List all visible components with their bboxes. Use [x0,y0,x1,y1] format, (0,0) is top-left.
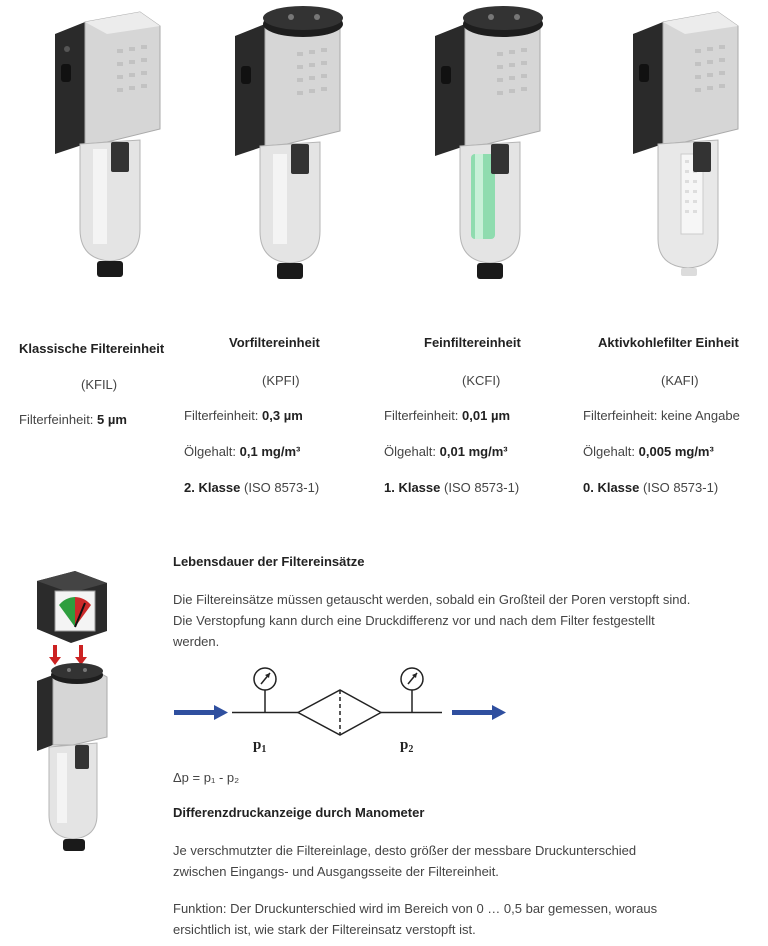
oil-value: 0,1 mg/m³ [239,444,301,459]
product-code-kcfi: (KCFI) [462,373,501,388]
oil-row-kcfi [384,444,508,459]
oil-label: Ölgehalt: [384,444,437,459]
filter-unit-aktivkohle-image [623,4,768,294]
lifetime-line-1: Die Filtereinsätze müssen getauscht werden, sobald ein Großteil der Poren verstopft sind. [173,592,691,607]
filter-symbol [298,690,381,735]
manometer-paragraph-1 [173,840,753,882]
oil-label: Ölgehalt: [583,444,636,459]
fineness-label: Filterfeinheit: [384,408,459,423]
class-value: 1. Klasse [384,480,441,495]
product-code-kafi: (KAFI) [661,373,699,388]
product-code-kpfi: (KPFI) [262,373,300,388]
differential-pressure-gauge-illustration [15,565,140,855]
fineness-value: 5 µm [97,412,127,427]
filter-unit-vorfilter [235,6,343,279]
label-p2: $p_2$ [400,737,414,755]
fineness-value: 0,3 µm [262,408,303,423]
class-norm: (ISO 8573-1) [244,480,320,495]
filter-unit-vorfilter-image [225,4,375,294]
oil-row-kafi [583,444,714,459]
differential-pressure-gauge-icon [37,571,107,643]
fineness-value: 0,01 µm [462,408,511,423]
label-p1: $p_1$ [253,737,267,755]
lifetime-title: Lebensdauer der Filtereinsätze [173,554,365,569]
outlet-flow-arrow [452,705,506,720]
pressure-gauge-p2-icon [401,668,423,713]
filter-unit-klassisch-image [45,4,195,294]
class-norm: (ISO 8573-1) [444,480,520,495]
fineness-label: Filterfeinheit: [19,412,94,427]
lifetime-line-2: Die Verstopfung kann durch eine Druckdifferenz vor und nach dem Filter festgestellt [173,613,655,628]
product-title-kafi: Aktivkohlefilter Einheit [598,335,739,350]
manometer-paragraph-2 [173,898,753,940]
oil-value: 0,005 mg/m³ [638,444,714,459]
oil-row-kpfi [184,444,300,459]
oil-label: Ölgehalt: [184,444,237,459]
fineness-label: Filterfeinheit: keine Angabe [583,408,740,423]
filter-unit-feinfilter-image [425,4,575,294]
inlet-flow-arrow [174,705,228,720]
lifetime-paragraph [173,589,753,652]
filter-unit-small [37,663,107,851]
product-title-kfil: Klassische Filtereinheit [19,341,165,356]
filter-unit-aktivkohle [633,12,738,276]
product-code-kfil: (KFIL) [81,377,118,392]
manometer-title: Differenzdruckanzeige durch Manometer [173,805,425,820]
class-norm: (ISO 8573-1) [643,480,719,495]
indicator-arrows [49,645,87,665]
fineness-row-kpfi [184,408,303,423]
fineness-label: Filterfeinheit: [184,408,259,423]
manometer-para1-line-1: Je verschmutzter die Filtereinlage, desto größer der messbare Druckunterschied [173,843,637,858]
class-value: 2. Klasse [184,480,241,495]
filter-unit-klassisch [55,12,160,277]
manometer-para2-line-1: Funktion: Der Druckunterschied wird im Bereich von 0 … 0,5 bar gemessen, woraus [173,901,658,916]
fineness-row-kafi [583,408,740,423]
pressure-difference-formula: Δp = p₁ - p₂ [173,770,240,785]
class-row-kafi [583,480,718,495]
product-title-kpfi: Vorfiltereinheit [229,335,320,350]
manometer-para1-line-2: zwischen Eingangs- und Ausgangsseite der Filtereinheit. [173,864,499,879]
pressure-gauge-p1-icon [254,668,276,713]
lifetime-line-3: werden. [173,634,220,649]
class-value: 0. Klasse [583,480,640,495]
oil-value: 0,01 mg/m³ [439,444,508,459]
product-title-kcfi: Feinfiltereinheit [424,335,521,350]
filter-schematic-diagram [170,660,515,760]
class-row-kpfi [184,480,319,495]
class-row-kcfi [384,480,519,495]
fineness-row-kfil [19,412,127,427]
manometer-para2-line-2: ersichtlich ist, wie stark der Filtereinsatz verstopft ist. [173,922,476,937]
fineness-row-kcfi [384,408,510,423]
filter-unit-feinfilter [435,6,543,279]
